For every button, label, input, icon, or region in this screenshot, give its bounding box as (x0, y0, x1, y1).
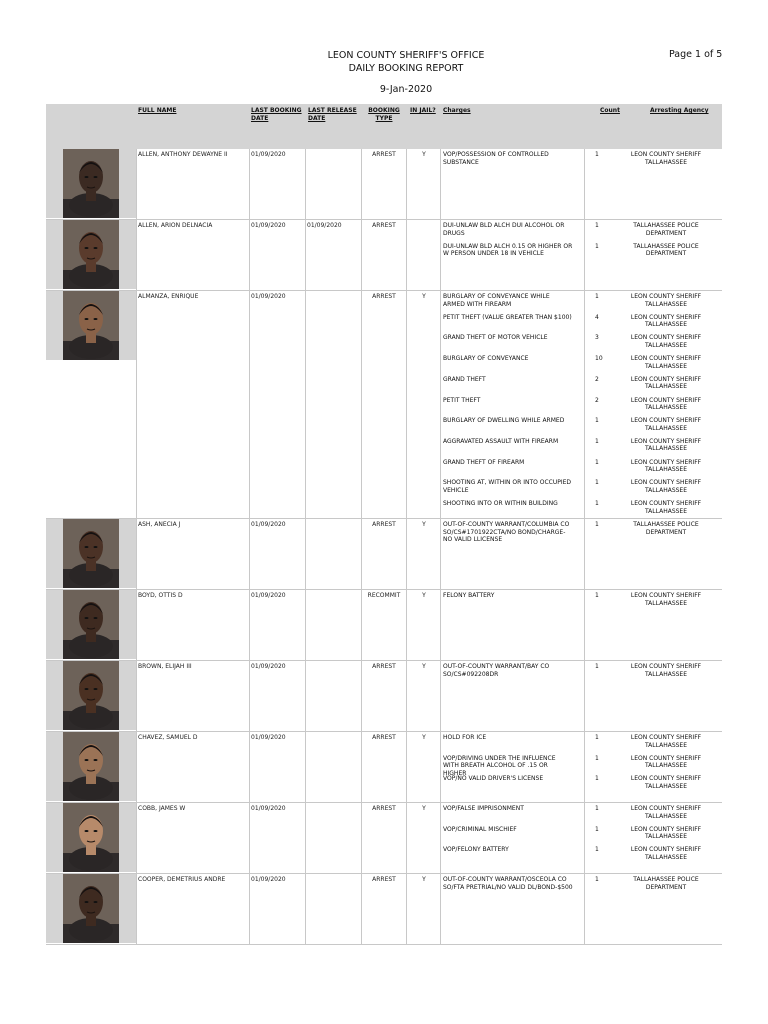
booking-type: RECOMMIT (367, 592, 401, 599)
charge-description: VOP/DRIVING UNDER THE INFLUENCE WITH BREATH ALCOHOL OF .15 OR HIGHER (443, 754, 556, 777)
column-divider (305, 661, 306, 731)
arresting-agency: LEON COUNTY SHERIFF TALLAHASSEE (630, 355, 702, 370)
charge-description: OUT-OF-COUNTY WARRANT/OSCEOLA CO SO/FTA PRETRIAL/NO VALID DL/BOND-$500 (443, 876, 573, 891)
last-booking-date: 01/09/2020 (251, 876, 286, 883)
arresting-agency: LEON COUNTY SHERIFF TALLAHASSEE (630, 846, 702, 861)
booking-row (46, 149, 722, 220)
last-booking-date: 01/09/2020 (251, 734, 286, 741)
in-jail-flag: Y (422, 663, 426, 670)
booking-row (46, 803, 722, 874)
column-divider (440, 661, 441, 731)
column-divider (361, 220, 362, 290)
arresting-agency: LEON COUNTY SHERIFF TALLAHASSEE (630, 663, 702, 678)
last-booking-date: 01/09/2020 (251, 592, 286, 599)
column-divider (584, 220, 585, 290)
inmate-name: ALLEN, ARION DELNACIA (138, 222, 213, 229)
arresting-agency: LEON COUNTY SHERIFF TALLAHASSEE (630, 293, 702, 308)
charge-description: HOLD FOR ICE (443, 734, 487, 741)
column-divider (584, 661, 585, 731)
in-jail-flag: Y (422, 876, 426, 883)
in-jail-flag: Y (422, 592, 426, 599)
last-booking-date: 01/09/2020 (251, 293, 286, 300)
charge-count: 1 (595, 754, 599, 762)
column-divider (361, 291, 362, 518)
charge-description: OUT-OF-COUNTY WARRANT/COLUMBIA CO SO/CS#1701922CTA/NO BOND/CHARGE-NO VALID LLICENSE (443, 521, 570, 544)
mugshot-photo (63, 874, 119, 943)
column-divider (249, 732, 250, 802)
column-divider (440, 519, 441, 589)
inmate-name: ALLEN, ANTHONY DEWAYNE II (138, 151, 228, 158)
arresting-agency: LEON COUNTY SHERIFF TALLAHASSEE (630, 375, 702, 391)
charge-count: 1 (595, 663, 599, 670)
column-divider (361, 732, 362, 802)
column-divider (249, 220, 250, 290)
column-header (46, 104, 722, 149)
charge-count: 1 (595, 500, 599, 507)
mugshot-photo (63, 149, 119, 218)
last-booking-date: 01/09/2020 (251, 222, 286, 229)
column-divider (406, 149, 407, 219)
column-divider (249, 149, 250, 219)
column-divider (136, 732, 137, 802)
inmate-name: BROWN, ELIJAH III (138, 663, 192, 670)
column-divider (406, 732, 407, 802)
page-number: Page 1 of 5 (669, 49, 723, 60)
last-booking-date: 01/09/2020 (251, 805, 286, 812)
column-divider (584, 803, 585, 873)
charge-description: GRAND THEFT (443, 375, 486, 383)
mugshot-photo (63, 220, 119, 289)
column-divider (136, 590, 137, 660)
charge-description: FELONY BATTERY (443, 592, 495, 599)
column-divider (406, 291, 407, 518)
column-divider (584, 149, 585, 219)
booking-row (46, 661, 722, 732)
col-charges: Charges (443, 107, 471, 114)
column-divider (406, 803, 407, 873)
col-count: Count (600, 107, 620, 114)
column-divider (440, 149, 441, 219)
column-divider (440, 732, 441, 802)
charge-description: VOP/FALSE IMPRISONMENT (443, 805, 524, 812)
charge-description: PETIT THEFT (443, 396, 481, 404)
charge-count: 1 (595, 592, 599, 599)
inmate-name: BOYD, OTTIS D (138, 592, 183, 599)
col-in-jail: IN JAIL? (410, 107, 436, 114)
column-divider (361, 590, 362, 660)
column-divider (406, 590, 407, 660)
inmate-name: ASH, ANECIA J (138, 521, 181, 528)
charge-count: 1 (595, 437, 599, 445)
column-divider (249, 291, 250, 518)
charge-count: 1 (595, 775, 599, 783)
booking-type: ARREST (372, 222, 396, 229)
charge-count: 1 (595, 479, 599, 487)
charge-count: 1 (595, 222, 599, 229)
charge-count: 1 (595, 521, 599, 528)
report-date: 9-Jan-2020 (379, 84, 433, 95)
charge-description: VOP/FELONY BATTERY (443, 846, 509, 854)
charge-count: 1 (595, 417, 599, 425)
column-divider (305, 803, 306, 873)
column-divider (440, 220, 441, 290)
column-divider (136, 803, 137, 873)
arresting-agency: LEON COUNTY SHERIFF TALLAHASSEE (630, 396, 702, 412)
column-divider (136, 291, 137, 518)
last-booking-date: 01/09/2020 (251, 663, 286, 670)
charge-count: 10 (595, 355, 603, 363)
column-divider (136, 874, 137, 944)
arresting-agency: LEON COUNTY SHERIFF TALLAHASSEE (630, 775, 702, 790)
arresting-agency: LEON COUNTY SHERIFF TALLAHASSEE (630, 417, 702, 432)
inmate-name: ALMANZA, ENRIQUE (138, 293, 199, 300)
arresting-agency: LEON COUNTY SHERIFF TALLAHASSEE (630, 313, 702, 329)
charge-description: VOP/POSSESSION OF CONTROLLED SUBSTANCE (443, 151, 549, 166)
charge-count: 3 (595, 334, 599, 342)
column-divider (406, 220, 407, 290)
column-divider (584, 519, 585, 589)
mugshot-photo (63, 519, 119, 588)
column-divider (136, 149, 137, 219)
booking-type: ARREST (372, 876, 396, 883)
column-divider (440, 291, 441, 518)
column-divider (136, 220, 137, 290)
report-header (0, 49, 768, 75)
last-booking-date: 01/09/2020 (251, 521, 286, 528)
column-divider (361, 874, 362, 944)
column-divider (305, 732, 306, 802)
charge-description: SHOOTING AT, WITHIN OR INTO OCCUPIED VEHICLE (443, 479, 572, 494)
charge-count: 2 (595, 396, 599, 404)
column-divider (361, 803, 362, 873)
arresting-agency: LEON COUNTY SHERIFF TALLAHASSEE (630, 754, 702, 770)
mugshot-photo (63, 661, 119, 730)
col-booking-type: BOOKING TYPE (368, 107, 400, 122)
mugshot-photo (63, 803, 119, 872)
arresting-agency: LEON COUNTY SHERIFF TALLAHASSEE (630, 151, 702, 166)
column-divider (440, 874, 441, 944)
charge-count: 4 (595, 313, 599, 321)
col-arresting-agency: Arresting Agency (650, 107, 709, 114)
column-divider (249, 590, 250, 660)
col-full-name: FULL NAME (138, 107, 177, 114)
charge-count: 1 (595, 734, 599, 741)
column-divider (440, 803, 441, 873)
charge-description: GRAND THEFT OF FIREARM (443, 458, 525, 466)
charge-count: 2 (595, 375, 599, 383)
column-divider (249, 803, 250, 873)
booking-table (46, 149, 722, 945)
column-divider (440, 590, 441, 660)
column-divider (305, 149, 306, 219)
mugshot-photo (63, 590, 119, 659)
charge-count: 1 (595, 151, 599, 158)
column-divider (361, 149, 362, 219)
in-jail-flag: Y (422, 293, 426, 300)
arresting-agency: LEON COUNTY SHERIFF TALLAHASSEE (630, 592, 702, 607)
charge-count: 1 (595, 458, 599, 466)
charge-count: 1 (595, 242, 599, 250)
booking-row (46, 291, 722, 519)
mugshot-photo (63, 732, 119, 801)
booking-row (46, 732, 722, 803)
booking-type: ARREST (372, 293, 396, 300)
column-divider (305, 291, 306, 518)
booking-row (46, 874, 722, 945)
in-jail-flag: Y (422, 734, 426, 741)
column-divider (305, 590, 306, 660)
office-title: LEON COUNTY SHERIFF'S OFFICE (327, 50, 485, 61)
booking-row (46, 220, 722, 291)
booking-type: ARREST (372, 805, 396, 812)
charge-count: 1 (595, 825, 599, 833)
arresting-agency: LEON COUNTY SHERIFF TALLAHASSEE (630, 458, 702, 474)
inmate-name: COBB, JAMES W (138, 805, 186, 812)
column-divider (305, 519, 306, 589)
column-divider (136, 519, 137, 589)
charge-description: SHOOTING INTO OR WITHIN BUILDING (443, 500, 558, 507)
report-title: DAILY BOOKING REPORT (348, 63, 464, 74)
charge-description: BURGLARY OF CONVEYANCE WHILE ARMED WITH FIREARM (443, 293, 550, 308)
column-divider (249, 874, 250, 944)
in-jail-flag: Y (422, 805, 426, 812)
col-last-release: LAST RELEASE DATE (308, 107, 357, 122)
column-divider (584, 874, 585, 944)
arresting-agency: TALLAHASSEE POLICE DEPARTMENT (633, 222, 699, 237)
charge-count: 1 (595, 846, 599, 854)
charge-description: AGGRAVATED ASSAULT WITH FIREARM (443, 437, 559, 445)
column-divider (584, 291, 585, 518)
arresting-agency: TALLAHASSEE POLICE DEPARTMENT (633, 521, 699, 536)
in-jail-flag: Y (422, 151, 426, 158)
charge-description: OUT-OF-COUNTY WARRANT/BAY CO SO/CS#092208DR (443, 663, 550, 678)
charge-description: VOP/NO VALID DRIVER'S LICENSE (443, 775, 544, 783)
booking-type: ARREST (372, 734, 396, 741)
column-divider (361, 519, 362, 589)
column-divider (406, 661, 407, 731)
booking-type: ARREST (372, 151, 396, 158)
col-last-booking: LAST BOOKING DATE (251, 107, 302, 122)
booking-row (46, 519, 722, 590)
column-divider (361, 661, 362, 731)
charge-description: DUI-UNLAW BLD ALCH 0.15 OR HIGHER OR W PERSON UNDER 18 IN VEHICLE (443, 242, 573, 258)
booking-row (46, 590, 722, 661)
arresting-agency: LEON COUNTY SHERIFF TALLAHASSEE (630, 437, 702, 453)
inmate-name: COOPER, DEMETRIUS ANDRE (138, 876, 226, 883)
arresting-agency: TALLAHASSEE POLICE DEPARTMENT (633, 876, 699, 891)
arresting-agency: LEON COUNTY SHERIFF TALLAHASSEE (630, 734, 702, 749)
charge-count: 1 (595, 876, 599, 883)
in-jail-flag: Y (422, 521, 426, 528)
column-divider (305, 874, 306, 944)
arresting-agency: LEON COUNTY SHERIFF TALLAHASSEE (630, 805, 702, 820)
arresting-agency: LEON COUNTY SHERIFF TALLAHASSEE (630, 334, 702, 349)
column-divider (584, 590, 585, 660)
column-divider (136, 661, 137, 731)
charge-count: 1 (595, 805, 599, 812)
column-divider (406, 874, 407, 944)
last-release-date: 01/09/2020 (307, 222, 342, 229)
column-divider (584, 732, 585, 802)
charge-description: DUI-UNLAW BLD ALCH DUI ALCOHOL OR DRUGS (443, 222, 565, 237)
charge-count: 1 (595, 293, 599, 300)
charge-description: BURGLARY OF DWELLING WHILE ARMED (443, 417, 565, 425)
column-divider (406, 519, 407, 589)
charge-description: PETIT THEFT (VALUE GREATER THAN $100) (443, 313, 572, 321)
mugshot-photo (63, 291, 119, 360)
arresting-agency: TALLAHASSEE POLICE DEPARTMENT (633, 242, 699, 258)
arresting-agency: LEON COUNTY SHERIFF TALLAHASSEE (630, 825, 702, 841)
column-divider (249, 519, 250, 589)
charge-description: VOP/CRIMINAL MISCHIEF (443, 825, 517, 833)
arresting-agency: LEON COUNTY SHERIFF TALLAHASSEE (630, 479, 702, 494)
column-divider (249, 661, 250, 731)
last-booking-date: 01/09/2020 (251, 151, 286, 158)
inmate-name: CHAVEZ, SAMUEL D (138, 734, 198, 741)
charge-description: GRAND THEFT OF MOTOR VEHICLE (443, 334, 548, 342)
charge-description: BURGLARY OF CONVEYANCE (443, 355, 529, 363)
arresting-agency: LEON COUNTY SHERIFF TALLAHASSEE (630, 500, 702, 515)
booking-type: ARREST (372, 663, 396, 670)
column-divider (305, 220, 306, 290)
booking-type: ARREST (372, 521, 396, 528)
